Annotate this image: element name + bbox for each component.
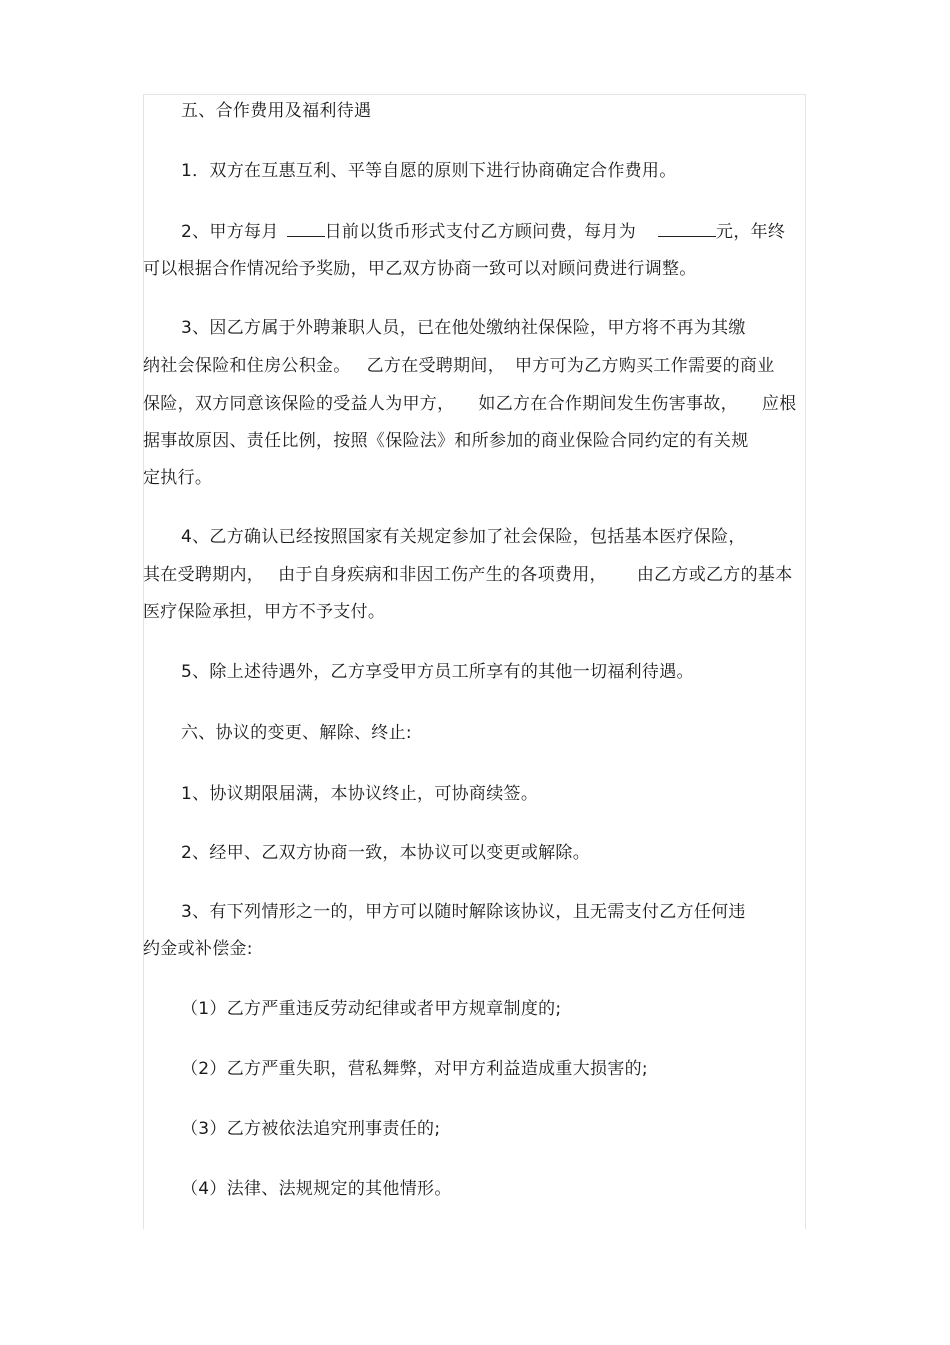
section-5-item-4-line-1: 4、乙方确认已经按照国家有关规定参加了社会保险，包括基本医疗保险，: [181, 527, 746, 547]
item-3-line-2-b: 乙方在受聘期间，: [366, 356, 506, 376]
item-3-line-3-a: 保险，双方同意该保险的受益人为甲方，: [143, 394, 455, 414]
item-4-line-2-c: 由乙方或乙方的基本: [636, 565, 793, 585]
section-6-item-3-line-2: 约金或补偿金:: [143, 939, 253, 959]
day-blank-field: [287, 220, 325, 237]
section-6-item-3-line-1: 3、有下列情形之一的，甲方可以随时解除该协议，且无需支付乙方任何违: [181, 902, 746, 922]
section-5-item-2-line-2: 可以根据合作情况给予奖励，甲乙双方协商一致可以对顾问费进行调整。: [143, 259, 697, 279]
section-6-item-2: 2、经甲、乙双方协商一致，本协议可以变更或解除。: [181, 843, 591, 863]
section-6-subitem-2: （2）乙方严重失职，营私舞弊，对甲方利益造成重大损害的;: [181, 1059, 648, 1079]
section-6-item-1: 1、协议期限届满，本协议终止，可协商续签。: [181, 784, 539, 804]
item-2-part-2: 日前以货币形式支付乙方顾问费，每月为: [324, 222, 637, 242]
item-3-line-3-c: 应根: [761, 394, 797, 414]
section-5-heading: 五、合作费用及福利待遇: [181, 101, 372, 121]
item-4-line-2-b: 由于自身疾病和非因工伤产生的各项费用，: [278, 565, 607, 585]
fee-amount-blank-field: [658, 220, 716, 237]
section-6-subitem-1: （1）乙方严重违反劳动纪律或者甲方规章制度的;: [181, 999, 562, 1019]
section-6-subitem-4: （4）法律、法规规定的其他情形。: [181, 1179, 452, 1199]
item-3-line-2-c: 甲方可为乙方购买工作需要的商业: [515, 356, 775, 376]
item-2-part-3: 元，年终: [716, 222, 786, 242]
item-4-line-2-a: 其在受聘期内，: [143, 565, 265, 585]
section-6-subitem-3: （3）乙方被依法追究刑事责任的;: [181, 1119, 441, 1139]
section-5-item-3-line-2: [143, 356, 775, 376]
section-6-heading: 六、协议的变更、解除、终止:: [181, 723, 412, 743]
section-5-item-1: 1．双方在互惠互利、平等自愿的原则下进行协商确定合作费用。: [181, 161, 677, 181]
section-5-item-4-line-2: [143, 565, 793, 585]
item-2-part-1: 2、甲方每月: [181, 222, 279, 242]
section-5-item-2-line-1: [181, 220, 785, 242]
section-5-item-4-line-3: 医疗保险承担，甲方不予支付。: [143, 602, 386, 622]
section-5-item-3-line-3: [143, 394, 797, 414]
section-5-item-3-line-4: 据事故原因、责任比例，按照《保险法》和所参加的商业保险合同约定的有关规: [143, 431, 749, 451]
item-3-line-2-a: 纳社会保险和住房公积金。: [143, 356, 351, 376]
item-3-line-3-b: 如乙方在合作期间发生伤害事故，: [478, 394, 738, 414]
section-5-item-3-line-1: 3、因乙方属于外聘兼职人员，已在他处缴纳社保保险，甲方将不再为其缴: [181, 318, 746, 338]
section-5-item-5: 5、除上述待遇外，乙方享受甲方员工所享有的其他一切福利待遇。: [181, 662, 694, 682]
section-5-item-3-line-5: 定执行。: [143, 468, 213, 488]
